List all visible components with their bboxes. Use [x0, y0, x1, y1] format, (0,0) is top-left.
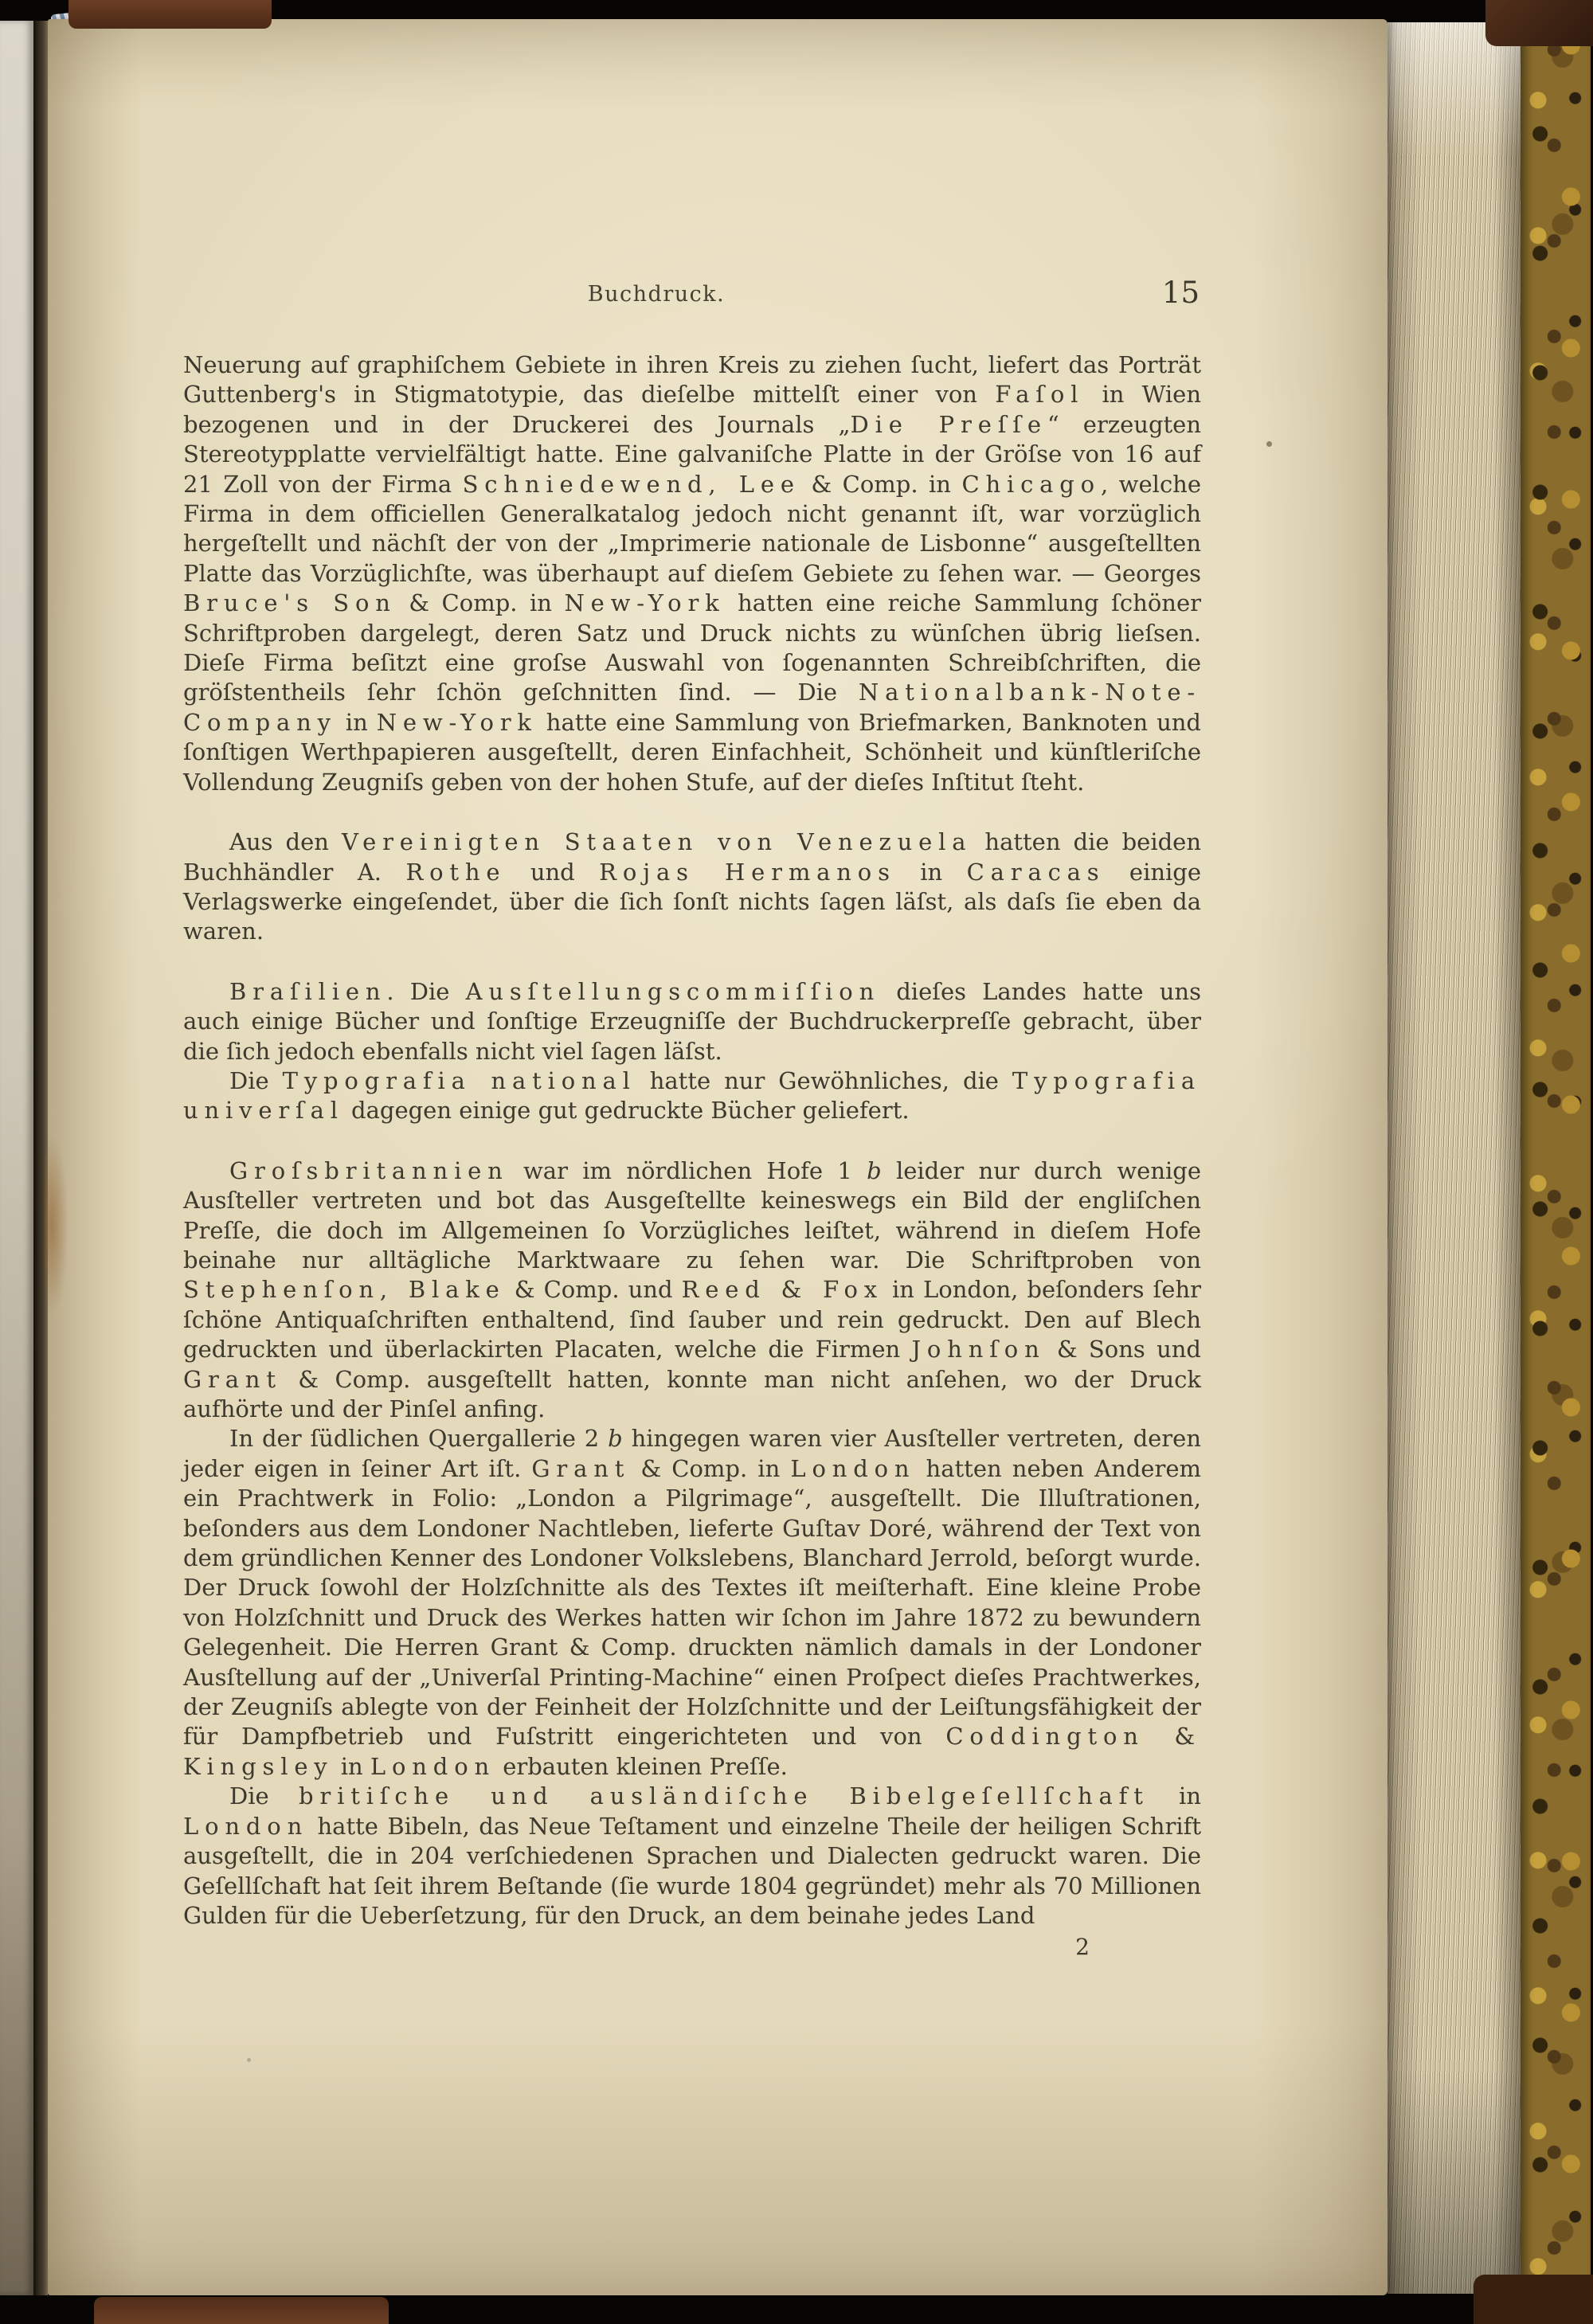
letterspaced-text: Coddington & Kingsley — [183, 1723, 1201, 1780]
letterspaced-text: Reed & Fox — [681, 1276, 883, 1304]
text-segment: war im nördlichen Hofe 1 — [508, 1156, 867, 1184]
text-segment: hatte eine Sammlung von Briefmarken, Banknoten und ſonſtigen Werthpapieren ausgeſtellt, deren Einfachheit, Schönheit und künſtleriſche Vollendung Zeugniſs geben von der hohen Stufe, auf der dieſes Inſtitut ſteht. — [183, 708, 1201, 796]
text-segment: hatten die beiden Buchhändler A. — [183, 828, 1202, 886]
text-segment: in — [895, 858, 967, 886]
running-header: Buchdruck. — [587, 282, 726, 307]
text-segment: hatte nur Gewöhnliches, die — [636, 1066, 1012, 1094]
letterspaced-text: London — [370, 1752, 495, 1780]
text-segment: in Wien bezogenen und in der Druckerei des Journals „ — [183, 381, 1201, 438]
letterspaced-text: Schniedewend, Lee — [462, 470, 800, 498]
page-header-row — [183, 276, 1201, 315]
letterspaced-text: Faſol — [995, 381, 1085, 409]
leather-binding-bottom-right — [1474, 2275, 1593, 2324]
text-segment: dagegen einige gut gedruckte Bücher geliefert. — [343, 1097, 910, 1125]
letterspaced-text: Grant — [531, 1454, 631, 1482]
text-segment: und — [506, 858, 600, 886]
leather-binding-bottom-left — [94, 2297, 389, 2324]
letterspaced-text: Typografia national — [282, 1066, 636, 1094]
page-number: 15 — [1161, 276, 1200, 310]
letterspaced-text: London — [790, 1454, 916, 1482]
letterspaced-text: Rothe — [405, 858, 507, 886]
ink-speck — [247, 2058, 251, 2062]
facing-page-edge — [0, 21, 33, 2295]
page-stain — [45, 1134, 68, 1317]
paragraph — [183, 1424, 1201, 1782]
text-segment: in — [1149, 1782, 1201, 1810]
letterspaced-text: Stephenſon, Blake — [183, 1276, 506, 1304]
paragraph — [183, 977, 1201, 1066]
text-segment: , welche Firma in dem officiellen Generalkatalog jedoch nicht genannt iſt, war vorzüglich hergeſtellt und nächſt der von der „Imprimerie nationale de Lisbonne“ ausgeſtellten Platte das Vorzüglichſte, was überhaupt auf dieſem Gebiete zu ſehen war. — Georges — [183, 470, 1202, 587]
text-segment: Die — [229, 1066, 283, 1094]
letterspaced-text: Typografia univerſal — [183, 1066, 1201, 1125]
page-edges — [1388, 22, 1521, 2294]
letterspaced-text: Nationalbank-Note-Company — [183, 679, 1201, 736]
text-segment: in London, beſonders ſehr ſchöne Antiquaſchriften enthaltend, ſind ſauber und rein gedruckt. Den auf Blech gedruckten und überlackirten Placaten, welche die Firmen — [183, 1276, 1201, 1363]
text-segment: hatten eine reiche Sammlung ſchöner Schriftproben dargelegt, deren Satz und Druck nichts zu wünſchen übrig lieſsen. Dieſe Firma beſitzt eine groſse Auswahl von ſogenannten Schreibſchriften, die gröſstentheils ſehr ſchön geſchnitten ſind. — Die — [183, 589, 1201, 706]
leather-binding-top-right — [1485, 0, 1593, 46]
letterspaced-text: Rojas Hermanos — [599, 858, 896, 886]
text-segment: . Die — [386, 977, 466, 1005]
text-segment: Aus den — [229, 828, 342, 856]
letterspaced-text: Caracas — [966, 858, 1106, 886]
text-segment: leider nur durch wenige Ausſteller vertreten und bot das Ausgeſtellte keineswegs ein Bild der engliſchen Preſſe, die doch im Allgemeinen ſo Vorzügliches leiſtet, während in dieſem Hofe beinahe nur alltägliche Marktwaare zu ſehen war. Die Schriftproben von — [183, 1156, 1202, 1274]
paragraph — [183, 1066, 1201, 1126]
letterspaced-text: Ausſtellungscommiſſion — [465, 977, 881, 1005]
text-segment: & Comp. in — [800, 470, 962, 498]
ink-speck — [1266, 441, 1272, 447]
text-segment: & Comp. und — [505, 1276, 682, 1304]
letterspaced-text: Grant — [183, 1365, 282, 1393]
text-body — [183, 350, 1201, 1931]
book-page — [48, 19, 1388, 2295]
text-segment: erbauten kleinen Preſſe. — [495, 1752, 788, 1780]
letterspaced-text: britiſche und ausländiſche Bibelgeſellſchaft — [299, 1782, 1149, 1810]
text-segment: & Comp. in — [630, 1454, 791, 1482]
text-segment: in — [336, 708, 377, 736]
text-segment: Neuerung auf graphiſchem Gebiete in ihren Kreis zu ziehen ſucht, liefert das Porträt Guttenberg's in Stigmatotypie, das dieſelbe mittelſt einer von — [183, 351, 1201, 409]
text-segment: einige Verlagswerke eingeſendet, über die ſich ſonſt nichts ſagen läſst, als daſs ſie eben da waren. — [183, 858, 1202, 945]
letterspaced-text: Groſsbritannien — [229, 1156, 509, 1184]
letterspaced-text: Braſilien — [229, 977, 387, 1005]
text-segment: hatte Bibeln, das Neue Teſtament und einzelne Theile der heiligen Schrift ausgeſtellt, die in 204 verſchiedenen Sprachen und Dialecten gedruckt waren. Die Geſellſchaft hat ſeit ihrem Beſtande (ſie wurde 1804 gegründet) mehr als 70 Millionen Gulden für die Ueberſetzung, für den Druck, an dem beinahe jedes Land — [183, 1812, 1201, 1929]
marbled-cover — [1517, 0, 1591, 2324]
text-block — [183, 276, 1202, 1961]
text-segment: hingegen waren vier Ausſteller vertreten, deren jeder eigen in ſeiner Art iſt. — [183, 1425, 1201, 1482]
text-segment: & Comp. in — [396, 589, 565, 617]
paragraph — [183, 1782, 1201, 1931]
text-segment: dieſes Landes hatte uns auch einige Bücher und ſonſtige Erzeugniſſe der Buchdruckerpreſſe gebracht, über die ſich jedoch ebenfalls nicht viel ſagen läſst. — [183, 977, 1201, 1065]
paragraph — [183, 1156, 1201, 1425]
paragraph — [183, 827, 1201, 947]
letterspaced-text: Bruce's Son — [183, 589, 397, 617]
text-segment: & Sons und — [1045, 1336, 1201, 1363]
text-segment: in — [333, 1752, 370, 1780]
text-segment: In der ſüdlichen Quergallerie 2 — [229, 1425, 609, 1453]
letterspaced-text: Die Preſſe — [850, 410, 1047, 438]
text-segment: Die — [229, 1782, 299, 1810]
leather-binding-top-left — [68, 0, 272, 29]
text-segment: “ erzeugten Stereotypplatte vervielfältigt hatte. Eine galvaniſche Platte in der Gröſse von 16 auf 21 Zoll von der Firma — [183, 410, 1202, 498]
letterspaced-text: New-York — [376, 708, 538, 736]
text-segment: hatten neben Anderem ein Prachtwerk in Folio: „London a Pilgrimage“, ausgeſtellt. Die Illuſtrationen, beſonders aus dem Londoner Nachtleben, lieferte Guſtav Doré, während der Text von dem gründlichen Kenner des Londoner Volkslebens, Blanchard Jerrold, beſorgt wurde. Der Druck ſowohl der Holzſchnitte als des Textes iſt meiſterhaft. Eine kleine Probe von Holzſchnitt und Druck des Werkes hatten wir ſchon im Jahre 1872 zu bewundern Gelegenheit. Die Herren Grant & Comp. druckten nämlich damals in der Londoner Ausſtellung auf der „Univerſal Printing-Machine“ einen Proſpect dieſes Prachtwerkes, der Zeugniſs ablegte von der Feinheit der Holzſchnitte und der Leiſtungsfähigkeit der für Dampfbetrieb und Fuſstritt eingerichteten und von — [183, 1454, 1201, 1751]
letterspaced-text: New-York — [564, 589, 726, 617]
text-segment: & Comp. ausgeſtellt hatten, konnte man nicht anſehen, wo der Druck aufhörte und der Pinſel anfing. — [183, 1365, 1201, 1422]
signature-mark: 2 — [1075, 1934, 1090, 1961]
letterspaced-text: Vereinigten Staaten von Venezuela — [342, 828, 973, 856]
letterspaced-text: Johnſon — [911, 1336, 1046, 1363]
paragraph — [183, 350, 1201, 797]
letterspaced-text: London — [183, 1812, 309, 1840]
letterspaced-text: Chicago — [961, 470, 1101, 498]
italic-text: b — [867, 1156, 882, 1184]
italic-text: b — [608, 1425, 623, 1453]
